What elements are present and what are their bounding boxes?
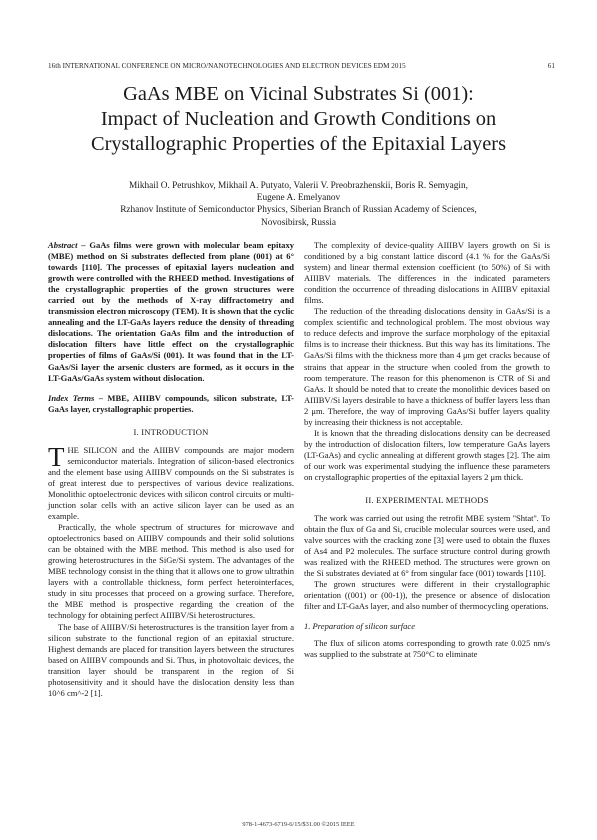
section-heading-experimental: II. EXPERIMENTAL METHODS <box>365 495 489 506</box>
section-heading-introduction: I. INTRODUCTION <box>133 426 209 437</box>
title-line-1: GaAs MBE on Vicinal Substrates Si (001): <box>123 83 474 105</box>
intro-paragraph-1-text: HE SILICON and the AIIIBV compounds are major modern semiconductor materials. Integration of silicon-based electronics and the element base using AIIIBV compounds on the Si substrates is of great interest due to perspectives of various device realizations. Monolithic optoelectronic devices with silicon control circuits or multi-junction solar cells with an active silicon layer can be used as an example. <box>48 444 294 522</box>
subsection-heading: 1. Preparation of silicon surface <box>304 620 416 631</box>
title-line-3: Crystallographic Properties of the Epitaxial Layers <box>90 133 507 155</box>
experimental-paragraph-2: The grown structures were different in their crystallographic orientation ((001) or (00-1)), the presence or absence of dislocation filter and LT-GaAs layer, and also number of thermocycling operations. <box>304 579 550 612</box>
intro-paragraph-3: The base of AIIIBV/Si heterostructures is the transition layer from a silicon substrate to the functional region of an epitaxial structure. Highest demands are placed for transition layers between the structures based on AIIIBV compounds and Si. Thus, in photovoltaic devices, the transition layer should be transparent in the region of Si photosensitivity and it should have the dislocation density less than 10^6 cm^-2 [1]. <box>48 621 294 698</box>
author-block <box>40 180 557 229</box>
index-terms <box>48 393 294 415</box>
author-names: Mikhail O. Petrushkov, Mikhail A. Putyato, Valerii V. Preobrazhenskii, Boris R. Semyagin, <box>129 181 468 191</box>
running-header <box>48 62 555 70</box>
abstract <box>48 240 294 384</box>
paper-title <box>30 82 567 157</box>
drop-cap: T <box>48 441 65 472</box>
right-paragraph-1: The complexity of device-quality AIIIBV layers growth on Si is conditioned by a big constant lattice discord (4.1 % for the GaAs/Si system) and linear thermal extension coefficient (to 50%) of Si with AIIIBV materials. The differences in the indicated parameters condition the occurrence of threading dislocations in AIIIBV epitaxial films. <box>304 240 550 306</box>
right-paragraph-3: It is known that the threading dislocations density can be decreased by the introduction of dislocation filters, low temperature GaAs layers (LT-GaAs) and cyclic annealing at different growth stages [2]. The aim of our work was experimental studying the influence these parameters on crystallographic properties of the epitaxial layers 2 μm thick. <box>304 427 550 482</box>
left-column <box>48 240 294 699</box>
right-column <box>304 240 550 660</box>
index-terms-text: – MBE, AIIIBV compounds, silicon substrate, LT-GaAs layer, crystallographic properties. <box>48 392 295 414</box>
affiliation: Rzhanov Institute of Semiconductor Physics, Siberian Branch of Russian Academy of Sciences, <box>120 205 477 216</box>
subsection-paragraph: The flux of silicon atoms corresponding to growth rate 0.025 nm/s was supplied to the substrate at 750°C to eliminate <box>304 637 550 659</box>
abstract-label: Abstract <box>48 240 78 250</box>
index-terms-label: Index Terms <box>48 392 95 403</box>
copyright-footer: 978-1-4673-6719-6/15/$31.00 ©2015 IEEE <box>242 821 355 828</box>
conference-name: 16th INTERNATIONAL CONFERENCE ON MICRO/NANOTECHNOLOGIES AND ELECTRON DEVICES EDM 2015 <box>48 62 406 70</box>
intro-paragraph-1 <box>48 441 294 522</box>
abstract-text: – GaAs films were grown with molecular beam epitaxy (MBE) method on Si substrates deflected from plane (001) at 6° towards [110]. The processes of epitaxial layers nucleation and growth were controlled with the RHEED method. Investigations of the crystallographic properties of the grown structures were carried out by the methods of X-ray diffractometry and transmission electron microscopy (TEM). It is shown that the cyclic annealing and the LT-GaAs layers reduce the density of threading dislocations. The orientation GaAs film and the introduction of dislocation filters have little effect on the crystallographic properties of films of GaAs/Si (001). It was found that in the LT-GaAs/Si layer the arsenic clusters are formed, as it occurs in the LT-GaAs/GaAs system without dislocation. <box>48 240 294 383</box>
author-names-cont: Eugene A. Emelyanov <box>256 193 341 204</box>
title-line-2: Impact of Nucleation and Growth Conditions on <box>100 108 497 130</box>
page-number: 61 <box>547 62 555 70</box>
right-paragraph-2: The reduction of the threading dislocations density in GaAs/Si is a complex scientific and technological problem. The most obvious way to reduce defects and improve the surface morphology of the epitaxial films is to increase their thickness. But this way has its limitations. The GaAs/Si films with the thickness more than 4 μm get cracks because of strains that appear in the structure when cooled from the growth to room temperature. The reason for this phenomenon is CTR of Si and GaAs. It should be noted that to create the monolithic devices based on AIIIBV/Si layers desirable to have a thickness of buffer layers less than 2 μm. Therefore, the way of improving GaAs/Si buffer layers quality by increasing their thickness is not acceptable. <box>304 306 550 427</box>
affiliation-location: Novosibirsk, Russia <box>261 217 336 228</box>
intro-paragraph-2: Practically, the whole spectrum of structures for microwave and optoelectronics based on AIIIBV compounds and their solid solutions can be obtained with the MBE method. This method is also used for growing heterostructures in the SiGe/Si system. The advantages of the MBE technology consist in the thing that it allows one to grow ultrathin layers with a controllable thickness, form perfect heterointerfaces, study in situ processes that proceed on a growing surface. Therefore, the MBE method is prospective regarding the creation of the technology for obtaining perfect AIIIBV/Si heterostructures. <box>48 522 294 621</box>
experimental-paragraph-1: The work was carried out using the retrofit MBE system ''Shtat''. To obtain the flux of Ga and Si, crucible molecular sources were used, and valve sources with the cracking zone [3] were used to obtain the fluxes of As4 and P2 molecules. The surface structure control during growth was realized with the RHEED method. The structures were grown on the Si substrates deviated at 6° from singular face (001) towards [110]. <box>304 513 550 579</box>
